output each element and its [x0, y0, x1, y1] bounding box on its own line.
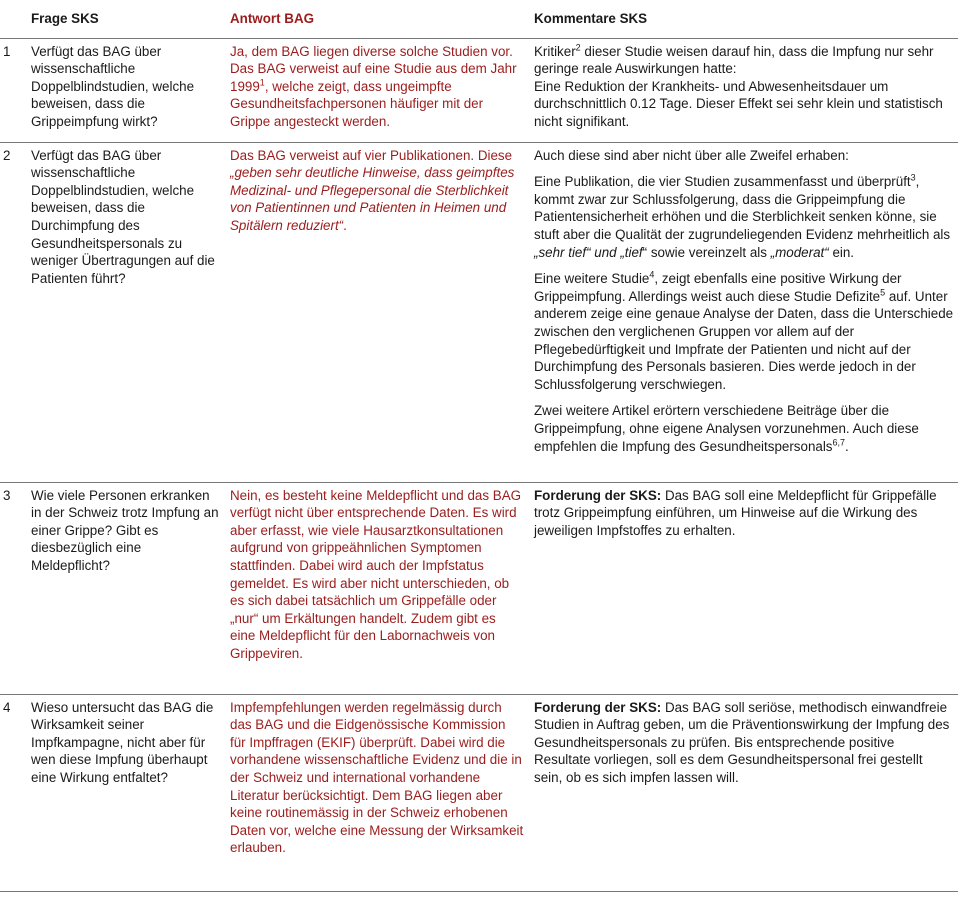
table-row	[0, 482, 958, 694]
comment-cell: Forderung der SKS: Das BAG soll seriöse, methodisch einwandfreie Studien in Auftrag geben, um die Präventionswirkung der Impfung des Gesundheitspersonals zu prüfen. Bis entsprechende positive Resultate vorliegen, soll es dem Gesundheitspersonal frei gestellt sein, ob es sich impfen lassen will.	[534, 699, 950, 785]
footnote-ref: 4	[649, 269, 655, 280]
footnote-ref: 3	[910, 172, 916, 183]
table-row	[0, 142, 958, 482]
question-cell: Wie viele Personen erkranken in der Schweiz trotz Impfung an einer Grippe? Gibt es diesbezüglich eine Meldepflicht?	[31, 487, 219, 573]
header-kommentar: Kommentare SKS	[534, 11, 648, 26]
demand-label: Forderung der SKS:	[534, 699, 662, 715]
comment-cell: Forderung der SKS: Das BAG soll eine Meldepflicht für Grippefälle trotz Grippeimpfung einführen, um Hinweise auf die Wirkung des jeweiligen Impfstoffes zu erhalten.	[534, 487, 937, 538]
answer-cell: Nein, es besteht keine Meldepflicht und das BAG verfügt nicht über entsprechende Daten. Es wird aber erfasst, wie viele Hausarztkonsultationen aufgrund von grippeähnlichen Symptomen stattfinden. Dabei wird auch der Impfstatus gemeldet. Es wird aber nicht unterschieden, ob es sich dabei tatsächlich um Grippefälle oder „nur“ um Erkältungen handelt. Zudem gibt es eine Meldepflicht für den Labornachweis von Grippeviren.	[230, 487, 522, 661]
quote-italic: „geben sehr deutliche Hinweise, dass geimpftes Medizinal- und Pflegepersonal die Sterblichkeit von Patientinnen und Patienten in Heimen und Spitälern reduziert“	[230, 165, 515, 233]
comment-cell: Auch diese sind aber nicht über alle Zweifel erhaben: Eine Publikation, die vier Studien zusammenfasst und überprüft$^3$, kommt zwar zur Schlussfolgerung, dass die Grippeimpfung die Patientensicherheit erhöhen und die Sterblichkeit senken könne, sie stuft aber die Qualität der zugrundeliegenden Evidenz mehrheitlich als „sehr tief“ und „tief“ sowie vereinzelt als „moderat“ ein. Eine weitere Studie$^4$, zeigt ebenfalls eine positive Wirkung der Grippeimpfung. Allerdings weist auch diese Studie Defizite$^5$ auf. Unter anderem zeige eine genaue Analyse der Daten, dass die Unterschiede zwischen den verglichenen Gruppen vor allem auf der Pflegebedürftigkeit und Impfrate der Patienten und nicht auf der Durchimpfung des Personals basieren. Dies werde jedoch in der Schlussfolgerung verschwiegen. Zwei weitere Artikel erörtern verschiedene Beiträge über die Grippeimpfung, ohne eigene Analysen vorzunehmen. Auch diese empfehlen die Impfung des Gesundheitspersonals$^{6,7}$.	[534, 147, 954, 454]
table-header-row	[0, 0, 958, 38]
row-number: 3	[3, 487, 11, 503]
row-number: 4	[3, 699, 11, 715]
question-cell: Verfügt das BAG über wissenschaftliche Doppelblindstudien, welche beweisen, dass die Grippeimpfung wirkt?	[31, 43, 195, 129]
header-number	[0, 0, 27, 38]
answer-cell: Impfempfehlungen werden regelmässig durch das BAG und die Eidgenössische Kommission für Impffragen (EKIF) überprüft. Dabei wird die vorhandene wissenschaftliche Evidenz und die in der Schweiz und international vorhandene Literatur berücksichtigt. Dem BAG liegen aber keine routinemässig in der Schweiz erhobenen Daten vor, welche eine Messung der Wirksamkeit erlauben.	[230, 699, 524, 856]
row-number: 1	[3, 43, 11, 59]
comment-cell: Kritiker$^2$ dieser Studie weisen darauf hin, dass die Impfung nur sehr geringe reale Auswirkungen hatte: Eine Reduktion der Krankheits- und Abwesenheitsdauer um durchschnittlich 0.12 Tage. Dieser Effekt sei sehr klein und statistisch nicht signifikant.	[534, 42, 943, 129]
answer-cell: Das BAG verweist auf vier Publikationen. Diese „geben sehr deutliche Hinweise, dass geimpftes Medizinal- und Pflegepersonal die Sterblichkeit von Patientinnen und Patienten in Heimen und Spitälern reduziert“.	[230, 147, 515, 233]
header-frage: Frage SKS	[31, 11, 99, 26]
footnote-ref: 2	[575, 42, 581, 53]
question-cell: Wieso untersucht das BAG die Wirksamkeit seiner Impfkampagne, nicht aber für wen diese Impfung überhaupt eine Wirkung entfaltet?	[31, 699, 214, 785]
header-antwort: Antwort BAG	[230, 11, 315, 26]
question-cell: Verfügt das BAG über wissenschaftliche Doppelblindstudien, welche beweisen, dass die Durchimpfung des Gesundheitspersonals zu weniger Übertragungen auf die Patienten führt?	[31, 147, 215, 286]
footnote-ref: 6,7	[832, 437, 846, 448]
demand-label: Forderung der SKS:	[534, 487, 662, 503]
footnote-ref: 1	[259, 77, 265, 88]
answer-cell: Ja, dem BAG liegen diverse solche Studien vor. Das BAG verweist auf eine Studie aus dem Jahr 1999$^1$, welche zeigt, dass ungeimpfte Gesundheitsfachpersonen häufiger mit der Grippe angesteckt werden.	[230, 43, 517, 129]
footnote-ref: 5	[880, 287, 886, 298]
row-number: 2	[3, 147, 11, 163]
table-row	[0, 694, 958, 891]
table-row	[0, 38, 958, 142]
